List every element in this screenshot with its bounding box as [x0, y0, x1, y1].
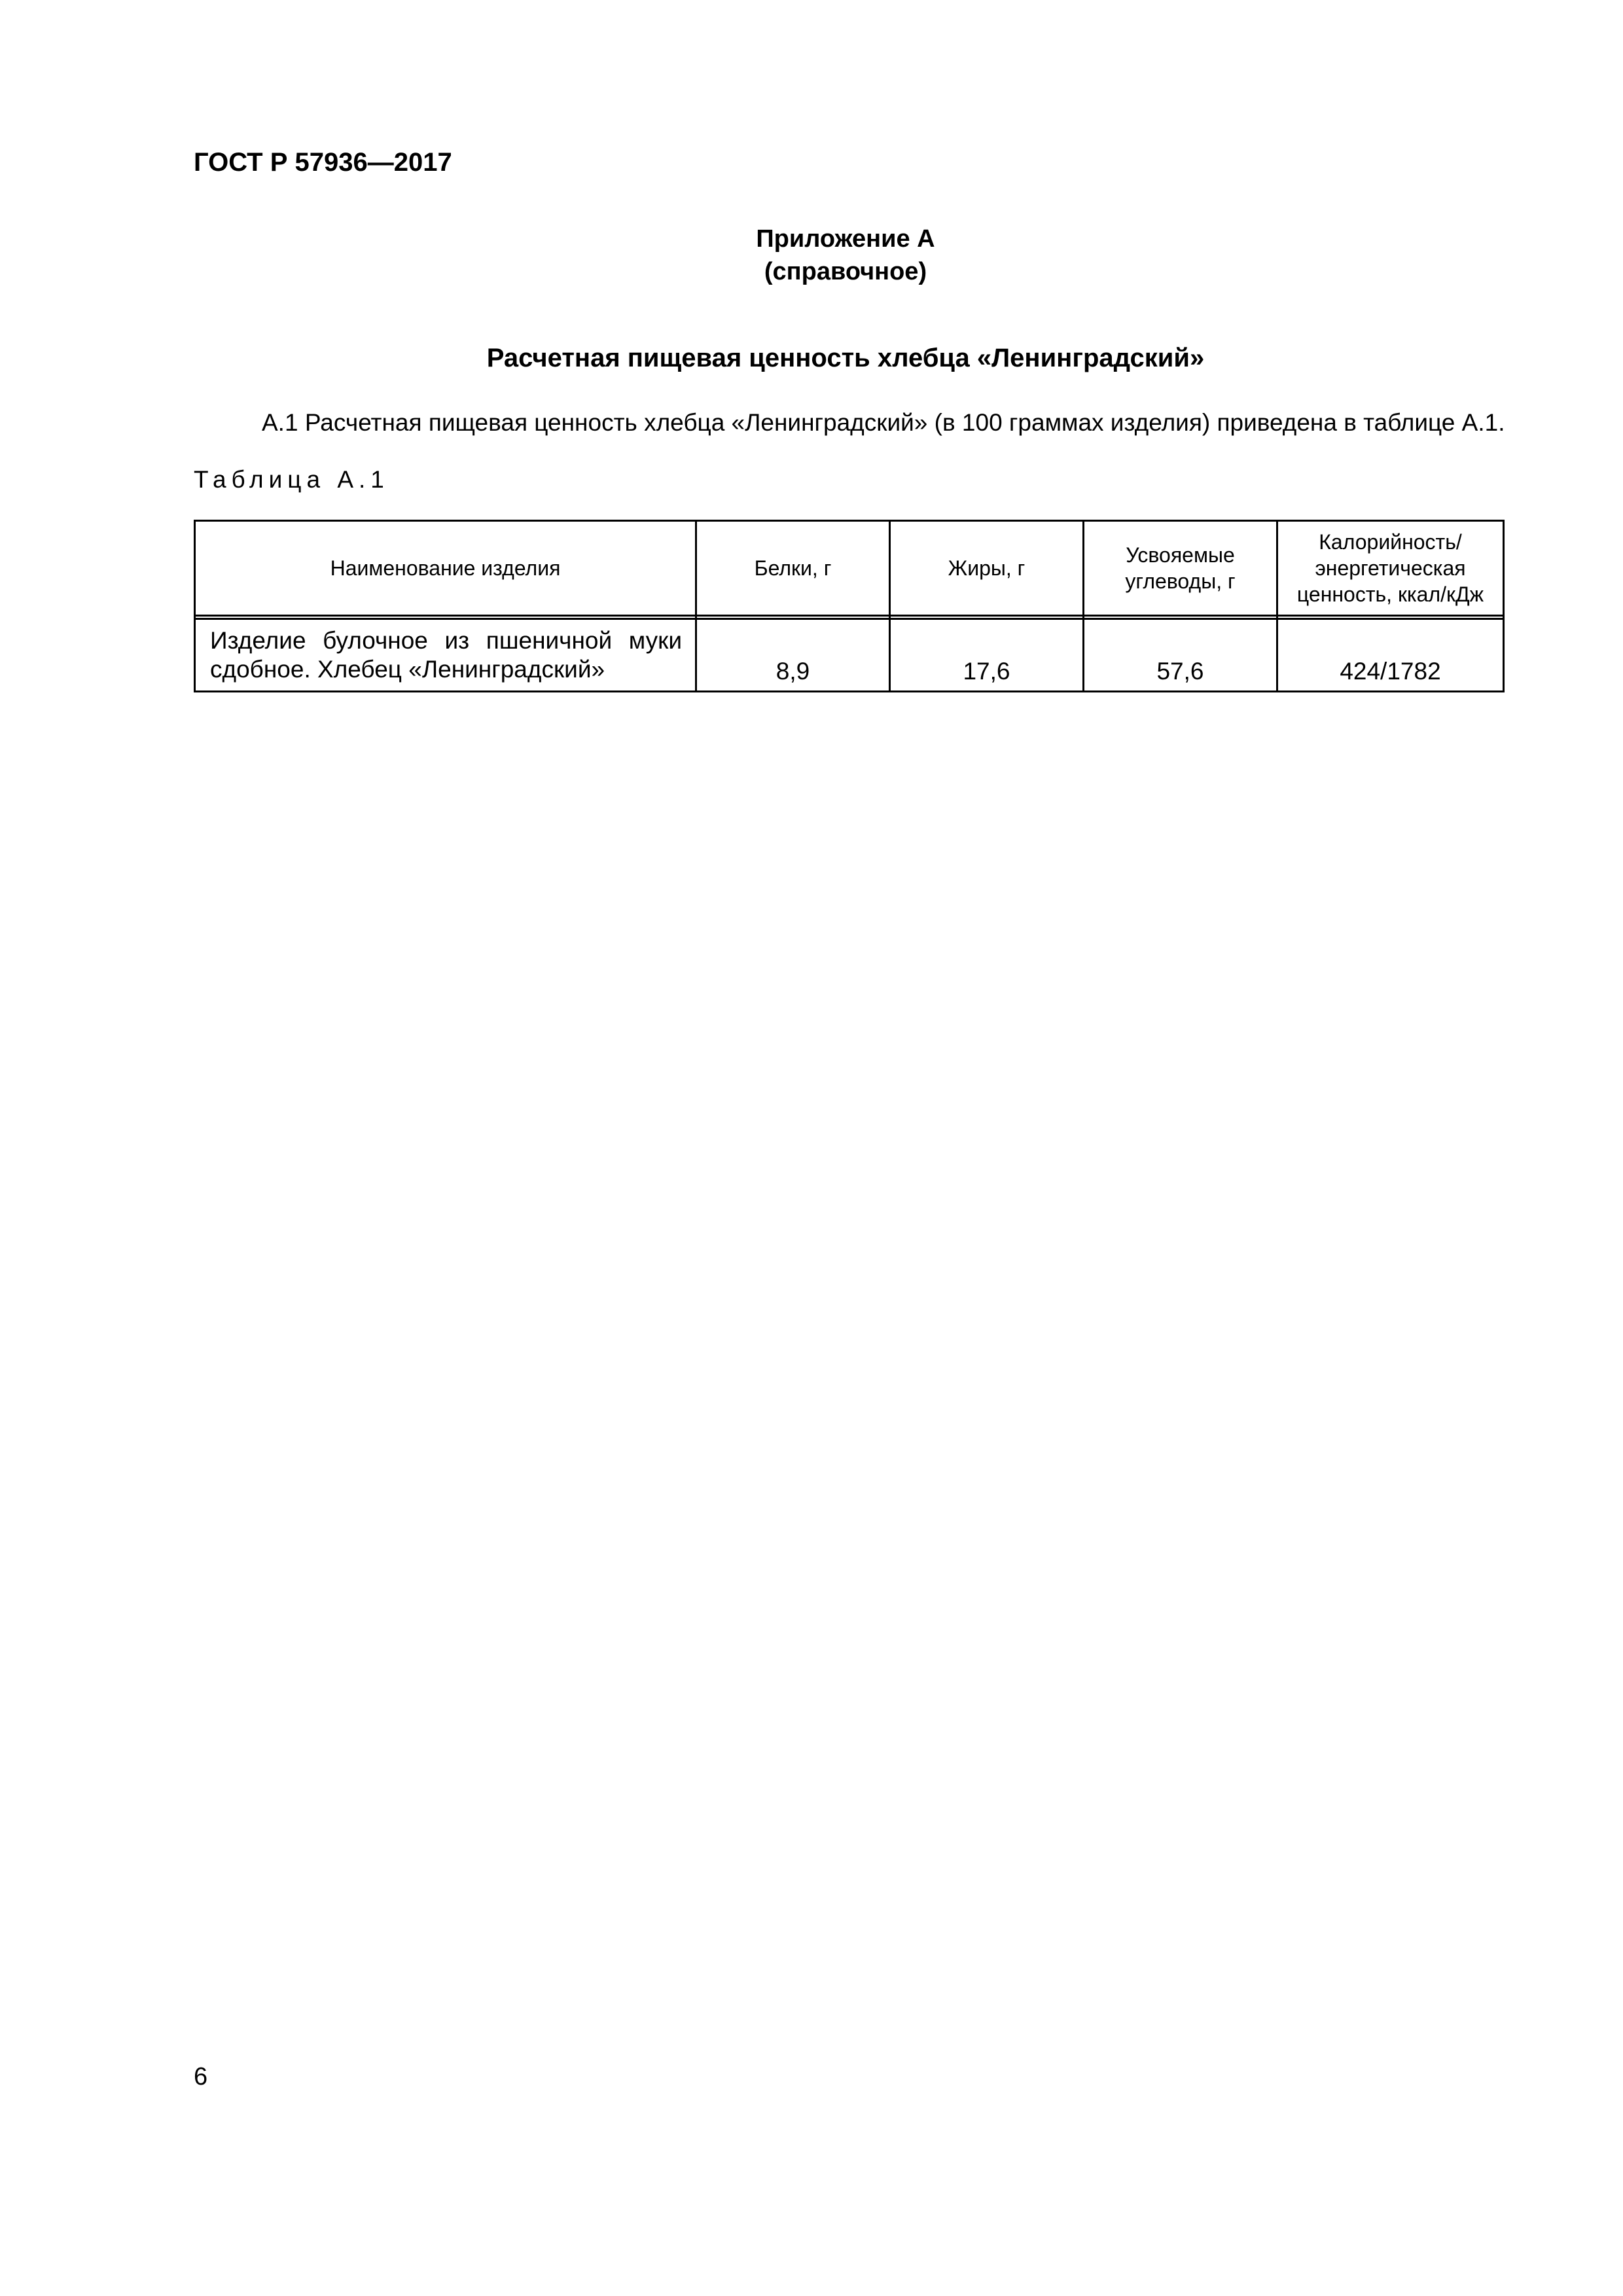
column-header-fat: Жиры, г — [890, 521, 1084, 616]
nutrition-table — [194, 520, 1505, 692]
table-header-row — [195, 521, 1504, 616]
cell-carbs: 57,6 — [1084, 619, 1277, 692]
column-header-carbs: Усвояемые углеводы, г — [1084, 521, 1277, 616]
page-number: 6 — [194, 2063, 208, 2090]
appendix-kind: (справочное) — [764, 258, 927, 285]
appendix-title: Приложение А — [756, 225, 935, 253]
cell-energy: 424/1782 — [1277, 619, 1504, 692]
column-header-protein: Белки, г — [696, 521, 890, 616]
table-caption: Таблица А.1 — [194, 466, 389, 493]
table-row — [195, 619, 1504, 692]
cell-fat: 17,6 — [890, 619, 1084, 692]
cell-protein: 8,9 — [696, 619, 890, 692]
document-code: ГОСТ Р 57936—2017 — [194, 148, 452, 177]
section-title: Расчетная пищевая ценность хлебца «Ленинградский» — [486, 344, 1205, 372]
intro-paragraph: А.1 Расчетная пищевая ценность хлебца «Ленинградский» (в 100 граммах изделия) приведена в таблице А.1. — [262, 409, 1505, 436]
column-header-energy: Калорийность/ энергетическая ценность, ккал/кДж — [1277, 521, 1504, 616]
column-header-name: Наименование изделия — [195, 521, 696, 616]
cell-product-name: Изделие булочное из пшеничной муки сдобное. Хлебец «Ленинградский» — [195, 619, 696, 692]
